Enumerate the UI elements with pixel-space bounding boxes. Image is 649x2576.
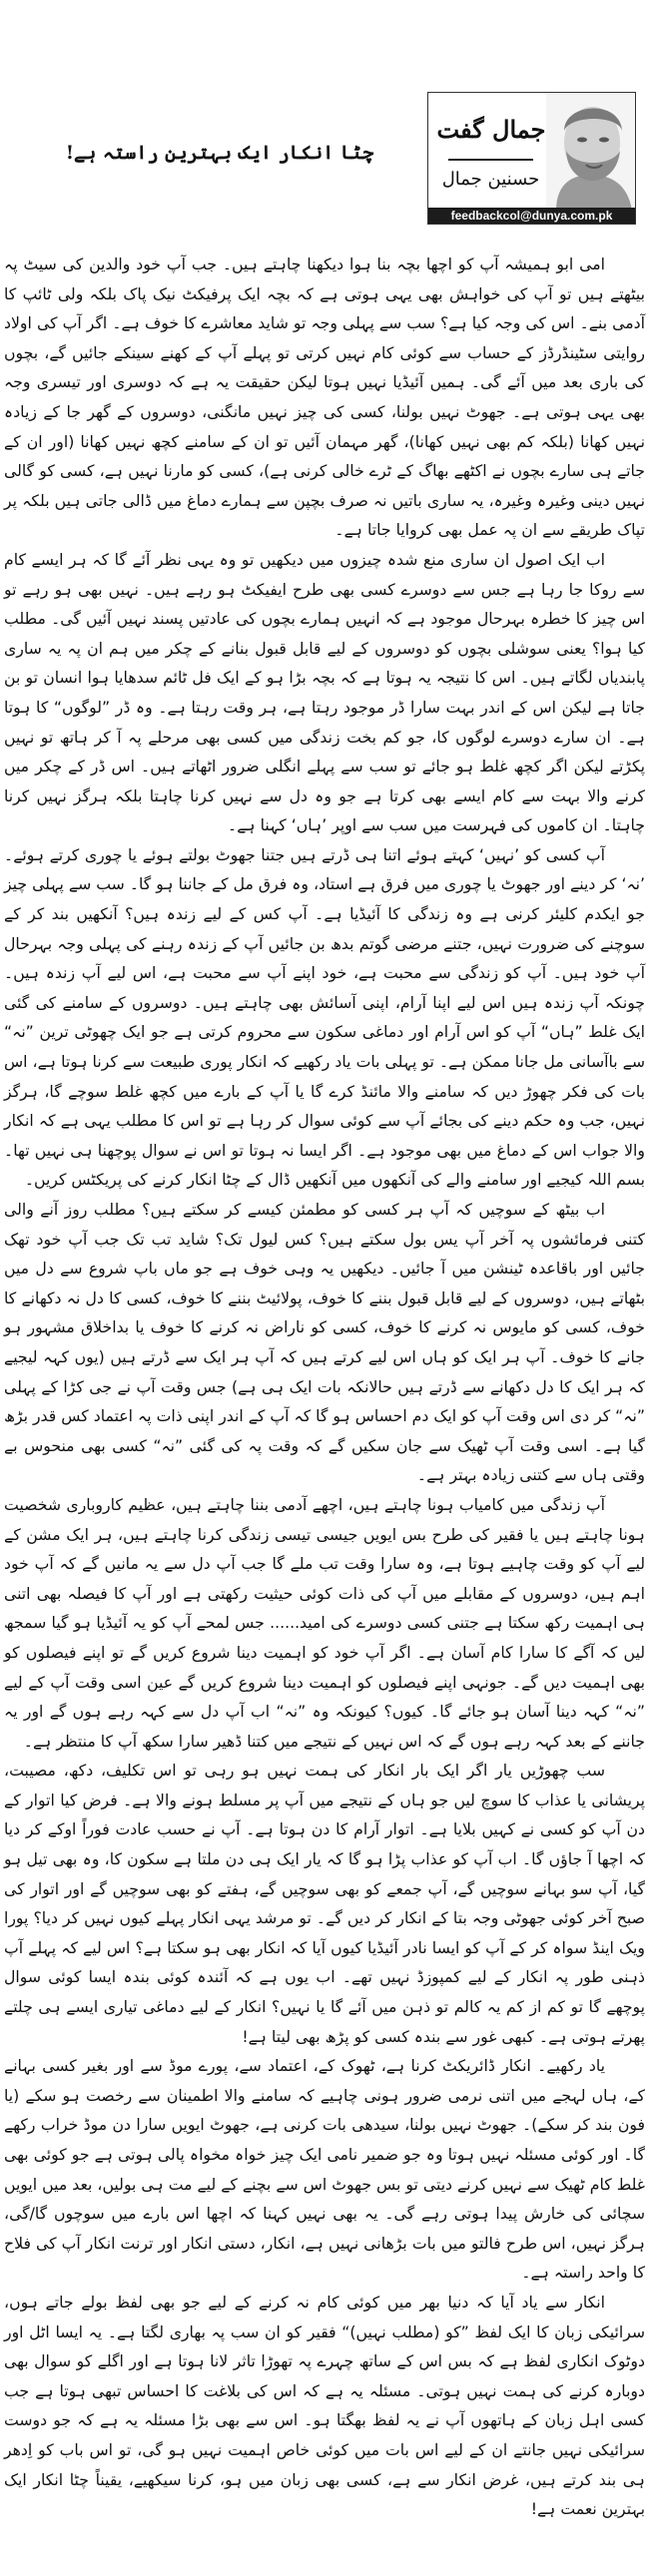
paragraph: آپ کسی کو ’نہیں‘ کہتے ہوئے اتنا ہی ڈرتے ہیں جتنا جھوٹ بولتے ہوئے یا چوری کرتے ہوئے۔ ’نہ‘ کر دینے اور جھوٹ یا چوری میں فرق ہے استاد، وہ فرق مل کے جاننا ہو گا۔ سب سے پہلی چیز جو ایکدم کلیئر کرنی ہے وہ زندگی کا آئیڈیا ہے۔ آپ کس کے لیے زندہ ہیں؟ آنکھیں بند کر کے سوچنے کی ضرورت نہیں، جتنے مرضی گوتم بدھ بن جائیں آپ کے زندہ رہنے کی پہلی وجہ بہرحال آپ خود ہیں۔ آپ کو زندگی سے محبت ہے، خود اپنے آپ سے محبت ہے، اس لیے آپ زندہ ہیں۔ چونکہ آپ زندہ ہیں اس لیے اپنا آرام، اپنی آسائش بھی چاہتے ہیں۔ دوسروں کے سامنے کی گئی ایک غلط ”ہاں“ آپ کو اس آرام اور دماغی سکون سے محروم کرتی ہے جو ایک چھوٹی ترین ”نہ“ سے باآسانی مل جانا ممکن ہے۔ تو پہلی بات یاد رکھیے کہ انکار پوری طبیعت سے کرنا ہوتا ہے، اس بات کی فکر چھوڑ دیں کہ سامنے والا مائنڈ کرے گا یا آپ کے بارے میں کچھ غلط سوچے گا، ہرگز نہیں، جب وہ حکم دینے کی بجائے آپ سے کوئی سوال کر رہا ہے تو اس کا مطلب یہی ہے کہ انکار والا جواب اس کے دماغ میں بھی موجود ہے۔ اگر ایسا نہ ہوتا تو اس نے سوال پوچھنا ہی نہیں تھا۔ بسم اللہ کیجیے اور سامنے والے کی آنکھوں میں آنکھیں ڈال کے چٹا انکار کرنے کی پریکٹس کریں۔: [4, 844, 645, 1190]
paragraph: سب چھوڑیں یار اگر ایک بار انکار کی ہمت نہیں ہو رہی تو اس تکلیف، دکھ، مصیبت، پریشانی یا عذاب کا سوچ لیں جو ہاں کے نتیجے میں آپ پر مسلط ہونے والا ہے۔ فرض کیا اتوار کے دن آپ کو کسی نے کہیں بلایا ہے۔ اتوار آرام کا دن ہوتا ہے۔ آپ نے حسب عادت فوراً اوکے کر دیا کہ اچھا آ جاؤں گا۔ اب آپ کو عذاب پڑا ہو گا کہ یار ایک ہی دن ملتا ہے سکون کا، وہ بھی تیل ہو گیا، آپ سو بہانے سوچیں گے، آپ جمعے کو بھی سوچیں گے، ہفتے کو بھی سوچیں گے اور اتوار کی صبح آخر کوئی جھوٹی وجہ بتا کے انکار کر دیں گے۔ تو مرشد یہی انکار پہلے کیوں نہیں کر دیا؟ پورا ویک اینڈ سواہ کر کے آپ کو ایسا نادر آئیڈیا کیوں آیا کہ انکار بھی ہو سکتا ہے؟ اس لیے کہ پہلے آپ ذہنی طور پہ انکار کے لیے کمپوزڈ نہیں تھے۔ اب یوں ہے کہ آئندہ کوئی بندہ ایسا کوئی سوال پوچھے گا تو کم از کم یہ کالم تو ذہن میں آئے گا یا نہیں؟ انکار کے لیے دماغی تیاری ایسے ہی چلتے پھرتے ہوتی ہے۔ کبھی غور سے بندہ کسی کو پڑھ بھی لیتا ہے!: [4, 1761, 645, 2046]
paragraph: آپ زندگی میں کامیاب ہونا چاہتے ہیں، اچھے آدمی بننا چاہتے ہیں، عظیم کاروباری شخصیت ہونا چاہتے ہیں یا فقیر کی طرح بس ایویں جیسی تیسی زندگی کرنا چاہتے ہیں، ہر ایک مشن کے لیے آپ کو وقت چاہیے ہوتا ہے، وہ سارا وقت تب ملے گا جب آپ دل سے یہ مانیں گے کہ آپ خود اہم ہیں، دوسروں کے مقابلے میں آپ کی ذات کوئی حیثیت رکھتی ہے اور آپ کا فیصلہ بھی اتنی ہی اہمیت رکھ سکتا ہے جتنی کسی دوسرے کی امید...... جس لمحے آپ کو یہ آئیڈیا ہو گیا سمجھ لیں کہ آگے کا سارا کام آسان ہے۔ اگر آپ خود کو اہمیت دینا شروع کریں گے تو اپنے فیصلوں کو بھی اہمیت دیں گے۔ جونہی اپنے فیصلوں کو اہمیت دینا شروع کریں گے عین اسی وقت آپ کے لیے ”نہ“ کہہ دینا آسان ہو جائے گا۔ کیوں؟ کیونکہ وہ ”نہ“ اب آپ دل سے کہہ رہے ہوں گے اور یہ جاننے کے بعد کہہ رہے ہوں گے کہ اس نہیں کے نتیجے میں کتنا ڈھیر سارا سکھ آپ کا منتظر ہے۔: [4, 1494, 645, 1751]
article-body: [4, 250, 645, 2524]
paragraph: انکار سے یاد آیا کہ دنیا بھر میں کوئی کام نہ کرنے کے لیے جو بھی لفظ بولے جاتے ہوں، سرائیکی زبان کا ایک لفظ ”کو (مطلب نہیں)“ فقیر کو ان سب پہ بھاری لگتا ہے۔ یہ ایسا اٹل اور دوٹوک انکاری لفظ ہے کہ بس اس کے ساتھ چہرے پہ تھوڑا تاثر لانا ہوتا ہے اور اگلے کو سوال بھی دوبارہ کرنے کی ہمت نہیں ہوتی۔ مسئلہ یہ ہے کہ اس کی بلاغت کا احساس تبھی ہوتا ہے جب کسی اہل زبان کے ہاتھوں آپ نے یہ لفظ بھگتا ہو۔ اس سے بھی بڑا مسئلہ یہ ہے کہ جو دوست سرائیکی نہیں جانتے ان کے لیے اس بات میں کوئی خاص اہمیت نہیں ہو گی، تو اس باب کو اِدھر ہی بند کرتے ہیں، غرض انکار سے ہے، کسی بھی زبان میں ہو، کرنا سیکھیے، یقیناً چٹا انکار ایک بہترین نعمت ہے!: [4, 2292, 645, 2519]
paragraph: یاد رکھیے۔ انکار ڈائریکٹ کرنا ہے، ٹھوک کے، اعتماد سے، پورے موڈ سے اور بغیر کسی بہانے کے، ہاں لہجے میں اتنی نرمی ضرور ہونی چاہیے کہ سامنے والا اطمینان سے رخصت ہو سکے (یا فون بند کر سکے)۔ جھوٹ نہیں بولنا، سیدھی بات کرنی ہے، جھوٹ ایویں سارا دن موڈ خراب رکھے گا۔ اور کوئی مسئلہ نہیں ہوتا وہ جو ضمیر نامی ایک چیز خواہ مخواہ پالی ہوتی ہے جو کوئی بھی غلط کام ٹھیک سے نہیں کرنے دیتی تو بس جھوٹ اس سے بچنے کے لیے مت ہی بولیں، بعد میں ایویں سچائی کی خارش پیدا ہوتی رہے گی۔ یہ بھی نہیں کہنا کہ اچھا اس بارے میں سوچوں گا/گی، ہرگز نہیں، اس طرح فالتو میں بات بڑھانی نہیں ہے، انکار، دستی انکار اور ترنت انکار آپ کی فلاح کا واحد راستہ ہے۔: [4, 2056, 645, 2283]
paragraph: اب ایک اصول ان ساری منع شدہ چیزوں میں دیکھیں تو وہ یہی نظر آئے گا کہ ہر ایسے کام سے روکا جا رہا ہے جس سے دوسرے کسی بھی طرح ایفیکٹ ہو رہے ہیں۔ نہیں بھی ہو رہے تو اس چیز کا خطرہ بہرحال موجود ہے کہ انہیں ہمارے بچوں کی عادتیں پسند نہیں آئیں گی۔ مطلب کیا ہوا؟ یعنی سوشلی بچوں کو دوسروں کے لیے قابل قبول بنانے کے چکر میں ہم ان پہ یہ ساری پابندیاں لگاتے ہیں۔ اس کا نتیجہ یہ ہوتا ہے کہ بچہ بڑا ہو کے ایک فل ٹائم سدھایا ہوا انسان تو بن جاتا ہے لیکن اس کے اندر بہت سارا ڈر موجود رہتا ہے، ہر وقت رہتا ہے۔ وہ ڈر ”لوگوں“ کا ہوتا ہے۔ ان سارے دوسرے لوگوں کا، جو کم بخت زندگی میں کسی بھی مرحلے پہ آ کر ہاتھ تو نہیں پکڑتے لیکن اگر کچھ غلط ہو جائے تو سب سے پہلے انگلی ضرور اٹھاتے ہیں۔ اس ڈر کے چکر میں کرنے والا بہت سے کام ایسے بھی کرتا ہے جو وہ دل سے نہیں کرنا چاہتا بلکہ ہرگز نہیں کرنا چاہتا۔ ان کاموں کی فہرست میں سب سے اوپر ’ہاں‘ کہنا ہے۔: [4, 549, 645, 835]
paragraph: اب بیٹھ کے سوچیں کہ آپ ہر کسی کو مطمئن کیسے کر سکتے ہیں؟ مطلب روز آنے والی کتنی فرمائشوں پہ آخر آپ یس بول سکتے ہیں؟ کس لیول تک؟ شاید تب تک جب آپ خود تھک جائیں اور باقاعدہ ٹینشن میں آ جائیں۔ دیکھیں یہ وہی خوف ہے جو ماں باپ شروع سے دل میں بٹھاتے ہیں، دوسروں کے لیے قابل قبول بننے کا خوف، پولائیٹ بننے کا خوف، کسی کا دل نہ دکھانے کا خوف، کسی کو مایوس نہ کرنے کا خوف، کسی کو ناراض نہ کرنے کا خوف یا بداخلاق مشہور ہو جانے کا خوف۔ آپ ہر ایک کو ہاں اس لیے کرتے ہیں کہ آپ ہر ایک سے ڈرتے ہیں (یوں کہہ لیجیے کہ ہر ایک کا دل دکھانے سے ڈرتے ہیں حالانکہ بات ایک ہی ہے) جس وقت آپ نے جی کڑا کے پہلی ”نہ“ کر دی اس وقت آپ کو ایک دم احساس ہو گا کہ آپ کے اندر اپنی ذات پہ اعتماد کس قدر بڑھ گیا ہے۔ اسی وقت آپ ٹھیک سے جان سکیں گے کہ وقت پہ کی گئی ”نہ“ کسی بھی منحوس بے وقتی ہاں سے کتنی زیادہ بہتر ہے۔: [4, 1200, 645, 1485]
author-name: حسنین جمال: [441, 169, 540, 190]
paragraph: امی ابو ہمیشہ آپ کو اچھا بچہ بنا ہوا دیکھنا چاہتے ہیں۔ جب آپ خود والدین کی سیٹ پہ بیٹھتے ہیں تو آپ کی خواہش بھی یہی ہوتی ہے کہ بچہ ایک پرفیکٹ نیک پاک بلکہ ولی ٹائپ کا آدمی بنے۔ اس کی وجہ کیا ہے؟ سب سے پہلی وجہ تو شاید معاشرے کا خوف ہے۔ اگر آپ کی اولاد روایتی سٹینڈرڈز کے حساب سے کوئی کام نہیں کرتی تو پہلے آپ کے کھنے سینکے جائیں گے، بچوں کی باری بعد میں آئے گی۔ ہمیں آئیڈیا نہیں ہوتا لیکن حقیقت یہ ہے کہ دوسری اور تیسری وجہ بھی یہی ہوتی ہے۔ جھوٹ نہیں بولنا، کسی کی چیز نہیں مانگنی، دوسروں کے گھر جا کے زیادہ نہیں کھانا (بلکہ کم بھی نہیں کھانا)، گھر مہمان آئیں تو ان کے سامنے کچھ نہیں کھانا (اور ان کے جاتے ہی سارے بچوں نے اکٹھے بھاگ کے ٹرے خالی کرنی ہے)، کسی کو مارنا نہیں ہے، کسی کو گالی نہیں دینی وغیرہ وغیرہ، یہ ساری باتیں نہ صرف بچپن سے ہمارے دماغ میں ڈالی جاتی ہیں بلکہ پر تپاک طریقے سے ان پہ عمل بھی کروایا جاتا ہے۔: [4, 255, 645, 540]
feedback-email: feedbackcol@dunya.com.pk: [428, 208, 635, 224]
column-logo: جمال گفت: [436, 115, 546, 144]
author-photo: [546, 93, 636, 211]
column-header: [427, 92, 636, 225]
article-title: چٹا انکار ایک بہترین راستہ ہے!: [65, 142, 374, 164]
logo-divider: [448, 159, 533, 161]
